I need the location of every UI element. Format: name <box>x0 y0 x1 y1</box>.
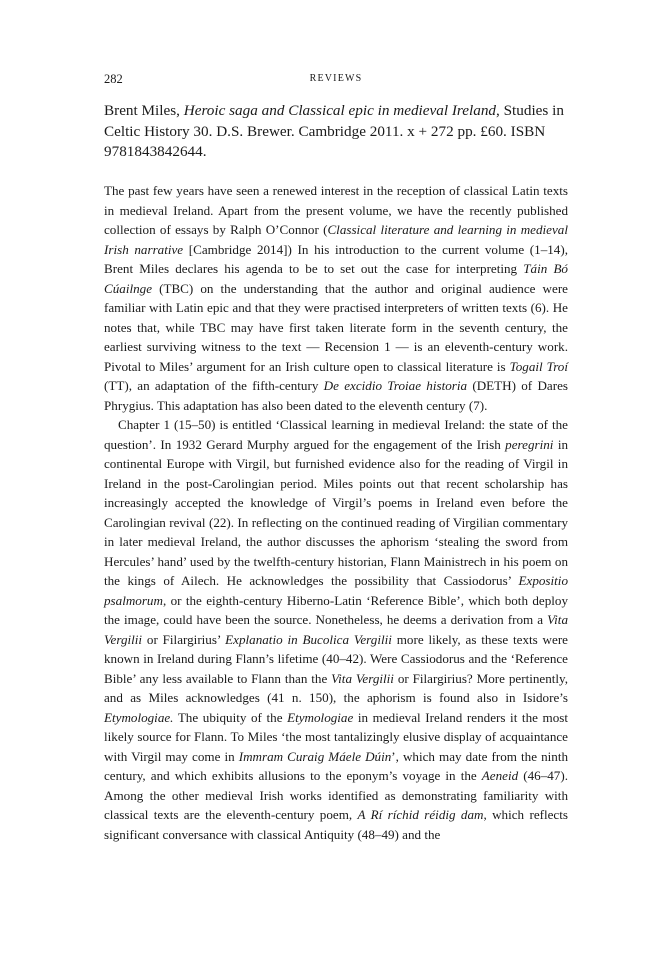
text-run: in continental Europe with Virgil, but furnished evidence also for the reading of Virgil in Ireland in the post-Carolingian period. Miles points out that recent scholarship has increasingly accepted the knowledge of Virgil’s poems in Ireland even before the Carolingian revival (22). In reflecting on the continued reading of Virgilian commentary in later medieval Ireland, the author discusses the aphorism ‘stealing the sword from Hercules’ hand’ used by the twelfth-century historian, Flann Mainistrech in his poem on the kings of Ailech. He acknowledges the possibility that Cassiodorus’ <box>104 436 568 588</box>
text-run: ’, which may date from the ninth century, and which exhibits allusions to the eponym’s voyage in the <box>104 748 569 783</box>
citation-author: Brent Miles, <box>104 102 184 119</box>
italic-title: Expositio psalmorum <box>104 573 568 608</box>
text-run: or Filargirius’ <box>142 631 226 647</box>
text-run: Chapter 1 (15–50) is entitled ‘Classical learning in medieval Ireland: the state of the question’. In 1932 Gerard Murphy argued for the engagement of the Irish <box>104 417 568 452</box>
citation-book-title: Heroic saga and Classical epic in medieval Ireland <box>183 102 497 119</box>
text-run: The ubiquity of the <box>173 709 288 725</box>
italic-title: peregrini <box>505 436 554 452</box>
running-head <box>104 72 568 92</box>
review-body <box>104 181 568 844</box>
page-number: 282 <box>104 72 123 86</box>
review-paragraph <box>104 181 568 415</box>
italic-title: Vita Vergilii <box>104 612 568 647</box>
text-run: or Filargirius? More pertinently, and as Miles acknowledges (41 n. 150), the aphorism is found also in Isidore’s <box>104 670 568 705</box>
citation-details: , Studies in Celtic History 30. D.S. Brewer. Cambridge 2011. x + 272 pp. £60. ISBN 9781843842644. <box>104 102 564 160</box>
text-run: The past few years have seen a renewed interest in the reception of classical Latin texts in medieval Ireland. Apart from the present volume, we have the recently published collection of essays by Ralph O’Connor ( <box>104 183 568 237</box>
text-run: (46–47). Among the other medieval Irish works identified as demonstrating familiarity with classical texts are the eleventh-century poem, <box>104 768 568 822</box>
text-run: [Cambridge 2014]) In his introduction to the current volume (1–14), Brent Miles declares his agenda to be to set out the case for interpreting <box>104 241 568 276</box>
review-citation <box>104 101 564 163</box>
italic-title: Classical literature and learning in medieval Irish narrative <box>104 222 568 257</box>
italic-title: A Rí ríchid réidig dam <box>357 807 484 822</box>
italic-title: Vita Vergilii <box>331 670 394 686</box>
text-run: (TT), an adaptation of the fifth-century <box>104 378 324 393</box>
italic-title: Immram Curaig Máele Dúin <box>238 748 392 764</box>
text-run: (TBC) on the understanding that the author and original audience were familiar with Latin epic and that they were practised interpreters of written texts (6). He notes that, while TBC may have first taken literate form in the seventh century, the earliest surviving witness to the text — Recension 1 — is an eleventh-century work. Pivotal to Miles’ argument for an Irish culture open to classical literature is <box>104 280 568 374</box>
italic-title: Aeneid <box>481 768 519 783</box>
text-run: more likely, as these texts were known in Ireland during Flann’s lifetime (40–42). Were Cassiodorus and the ‘Reference Bible’ any less available to Flann than the <box>104 631 568 686</box>
text-run: (DETH) of Dares Phrygius. This adaptation has also been dated to the eleventh century (7). <box>104 378 568 413</box>
italic-title: Explanatio in Bucolica Vergilii <box>225 631 392 647</box>
text-run: , or the eighth-century Hiberno-Latin ‘Reference Bible’, which both deploy the image, could have been the source. Nonetheless, he deems a derivation from a <box>104 592 568 627</box>
review-paragraph <box>104 415 568 844</box>
text-run: in medieval Ireland renders it the most likely source for Flann. To Miles ‘the most tantalizingly elusive display of acquaintance with Virgil may come in <box>104 709 568 764</box>
section-title: REVIEWS <box>309 73 363 84</box>
italic-title: De excidio Troiae historia <box>323 378 468 393</box>
italic-title: Togail Troí <box>509 358 568 374</box>
italic-title: Etymologiae. <box>104 709 174 725</box>
text-run: , which reflects significant conversance with classical Antiquity (48–49) and the <box>104 807 568 842</box>
italic-title: Etymologiae <box>287 709 354 725</box>
italic-title: Táin Bó Cúailnge <box>104 261 568 296</box>
